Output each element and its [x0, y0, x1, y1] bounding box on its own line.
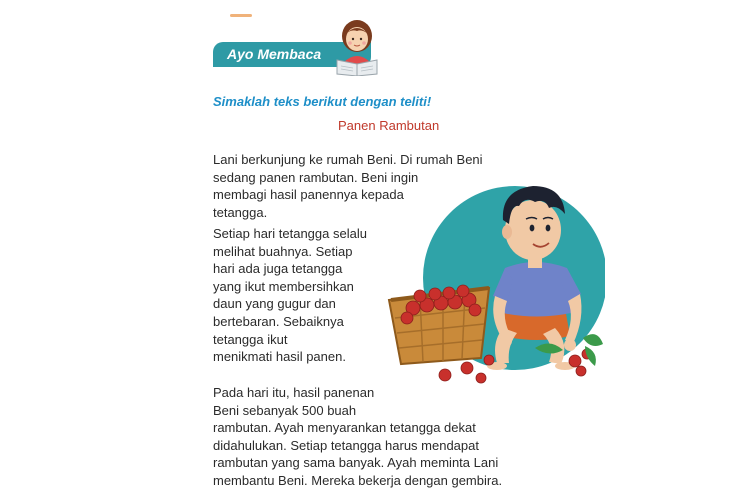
- text-line: Setiap hari tetangga selalu: [213, 226, 367, 241]
- text-line: membantu Beni. Mereka bekerja dengan gembira.: [213, 472, 503, 488]
- text-line: Pada hari itu, hasil panenan: [213, 385, 375, 400]
- reading-girl-icon: [332, 14, 382, 76]
- text-line: membagi hasil panennya kepada: [213, 187, 404, 203]
- text-line: rambutan yang sama banyak. Ayah meminta Lani: [213, 455, 499, 471]
- text-line: sedang panen rambutan. Beni ingin: [213, 169, 419, 185]
- text-line: rambutan. Ayah menyarankan tetangga dekat: [213, 420, 476, 436]
- text-line: tetangga ikut: [213, 331, 288, 347]
- paragraph-2: [213, 225, 367, 366]
- text-line: daun yang gugur dan: [213, 296, 336, 312]
- text-line: didahulukan. Setiap tetangga harus mendapat: [213, 437, 479, 453]
- section-tab-label: Ayo Membaca: [227, 46, 322, 62]
- decorative-mark: [230, 14, 252, 17]
- boy-harvesting-illustration: [385, 168, 605, 393]
- paragraph-3: [213, 384, 502, 490]
- story-title: Panen Rambutan: [338, 118, 440, 133]
- text-line: bertebaran. Sebaiknya: [213, 313, 344, 329]
- text-line: Lani berkunjung ke rumah Beni. Di rumah Beni: [213, 152, 483, 167]
- instruction-text: Simaklah teks berikut dengan teliti!: [213, 94, 432, 109]
- text-line: Beni sebanyak 500 buah: [213, 402, 357, 418]
- text-line: menikmati hasil panen.: [213, 349, 346, 365]
- text-line: hari ada juga tetangga: [213, 261, 343, 277]
- text-line: tetangga.: [213, 204, 268, 220]
- text-line: yang ikut membersihkan: [213, 278, 354, 294]
- text-line: melihat buahnya. Setiap: [213, 243, 353, 259]
